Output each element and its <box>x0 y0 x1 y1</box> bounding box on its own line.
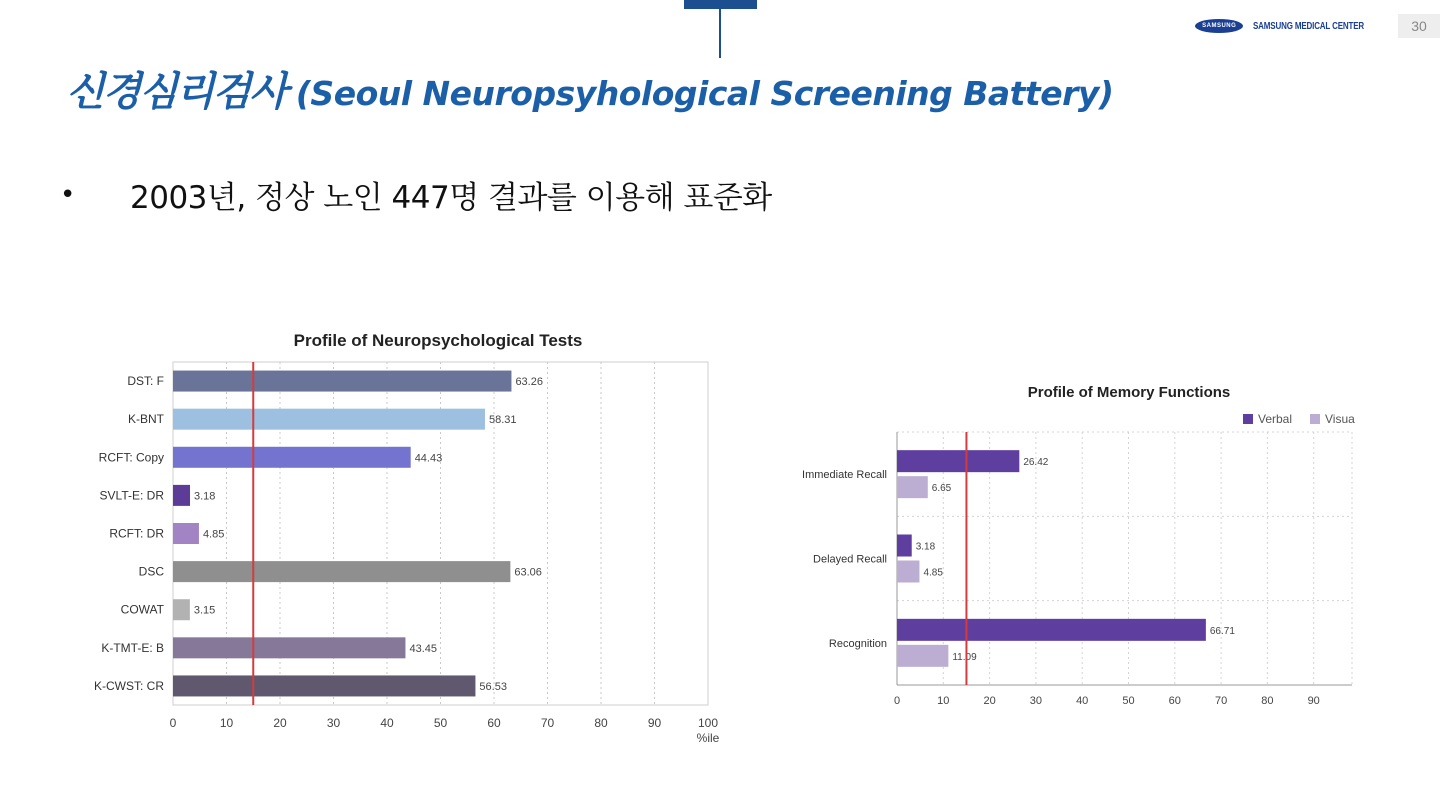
category-label: SVLT-E: DR <box>99 488 164 503</box>
category-label: COWAT <box>120 602 164 617</box>
bar <box>173 409 485 430</box>
bullet-icon: • <box>60 179 76 210</box>
x-tick-label: 40 <box>380 716 394 730</box>
x-tick-label: 20 <box>983 695 996 707</box>
slide-title <box>66 60 1113 117</box>
x-tick-label: 0 <box>893 695 901 707</box>
x-axis-label: %ile <box>696 731 720 745</box>
x-tick-label: 60 <box>487 716 501 730</box>
center-name: SAMSUNG MEDICAL CENTER <box>1253 20 1365 32</box>
samsung-medical-center-logo <box>1195 16 1392 36</box>
header-accent-tab <box>684 0 757 9</box>
data-label: 44.43 <box>414 452 443 465</box>
bar-verbal <box>897 450 1019 472</box>
category-label: K-TMT-E: B <box>101 640 164 655</box>
memory-functions-chart <box>790 370 1380 720</box>
x-tick-label: 30 <box>1029 695 1043 707</box>
bar <box>173 523 199 544</box>
data-label: 63.26 <box>515 376 543 389</box>
chart-title: Profile of Neuropsychological Tests <box>293 331 583 350</box>
page-number: 30 <box>1398 14 1440 38</box>
bar-visual <box>897 476 928 498</box>
x-tick-label: 30 <box>326 716 341 730</box>
x-tick-label: 60 <box>1168 695 1181 707</box>
legend-swatch-visual <box>1310 414 1320 424</box>
x-tick-label: 0 <box>169 716 177 730</box>
legend-label-verbal: Verbal <box>1258 412 1293 426</box>
data-label: 4.85 <box>202 528 225 541</box>
bullet-item <box>60 172 772 217</box>
data-label: 43.45 <box>409 642 437 655</box>
x-tick-label: 70 <box>540 716 555 730</box>
bar-verbal <box>897 535 912 557</box>
bar-verbal <box>897 619 1206 641</box>
category-label: K-BNT <box>128 412 164 427</box>
x-tick-label: 70 <box>1214 695 1228 707</box>
data-label: 11.09 <box>952 651 977 663</box>
data-label: 58.31 <box>488 414 517 427</box>
data-label: 4.85 <box>923 567 943 579</box>
category-label: DSC <box>138 564 164 579</box>
category-label: Immediate Recall <box>802 469 887 482</box>
legend-swatch-verbal <box>1243 414 1253 424</box>
x-tick-label: 10 <box>219 716 234 730</box>
slide-title-english: (Seoul Neuropsyhological Screening Battery) <box>295 74 1114 113</box>
x-tick-label: 80 <box>1261 695 1274 707</box>
legend-label-visual: Visua <box>1325 412 1355 426</box>
bar-visual <box>897 561 919 583</box>
data-label: 3.18 <box>915 541 936 553</box>
neuropsych-tests-chart <box>60 320 750 760</box>
slide-title-korean: 신경심리검사 <box>66 69 286 115</box>
bar <box>173 447 411 468</box>
x-tick-label: 10 <box>937 695 950 707</box>
chart-title: Profile of Memory Functions <box>1027 384 1231 401</box>
category-label: DST: F <box>127 374 164 389</box>
bullet-text: 2003년, 정상 노인 447명 결과를 이용해 표준화 <box>130 180 772 216</box>
x-tick-label: 90 <box>647 716 662 730</box>
x-tick-label: 90 <box>1307 695 1320 707</box>
bar <box>173 599 190 620</box>
bar <box>173 675 475 696</box>
x-tick-label: 100 <box>697 716 719 730</box>
data-label: 6.65 <box>931 483 952 495</box>
category-label: RCFT: Copy <box>98 450 164 465</box>
category-label: RCFT: DR <box>109 526 164 541</box>
bar <box>173 561 510 582</box>
data-label: 66.71 <box>1209 625 1235 637</box>
x-tick-label: 80 <box>594 716 608 730</box>
category-label: K-CWST: CR <box>94 678 164 693</box>
x-tick-label: 50 <box>433 716 448 730</box>
data-label: 63.06 <box>514 566 542 579</box>
x-tick-label: 20 <box>273 716 287 730</box>
x-tick-label: 40 <box>1076 695 1089 707</box>
category-label: Delayed Recall <box>813 553 887 566</box>
data-label: 3.18 <box>194 490 216 503</box>
data-label: 26.42 <box>1023 457 1049 469</box>
bar <box>173 637 405 658</box>
bar-visual <box>897 645 948 667</box>
category-label: Recognition <box>828 637 887 650</box>
x-tick-label: 50 <box>1122 695 1135 707</box>
bar <box>173 485 190 506</box>
data-label: 3.15 <box>193 604 216 617</box>
data-label: 56.53 <box>479 680 507 693</box>
samsung-logo: SAMSUNG <box>1195 19 1243 33</box>
header-accent-line <box>719 9 721 58</box>
bar <box>173 371 511 392</box>
